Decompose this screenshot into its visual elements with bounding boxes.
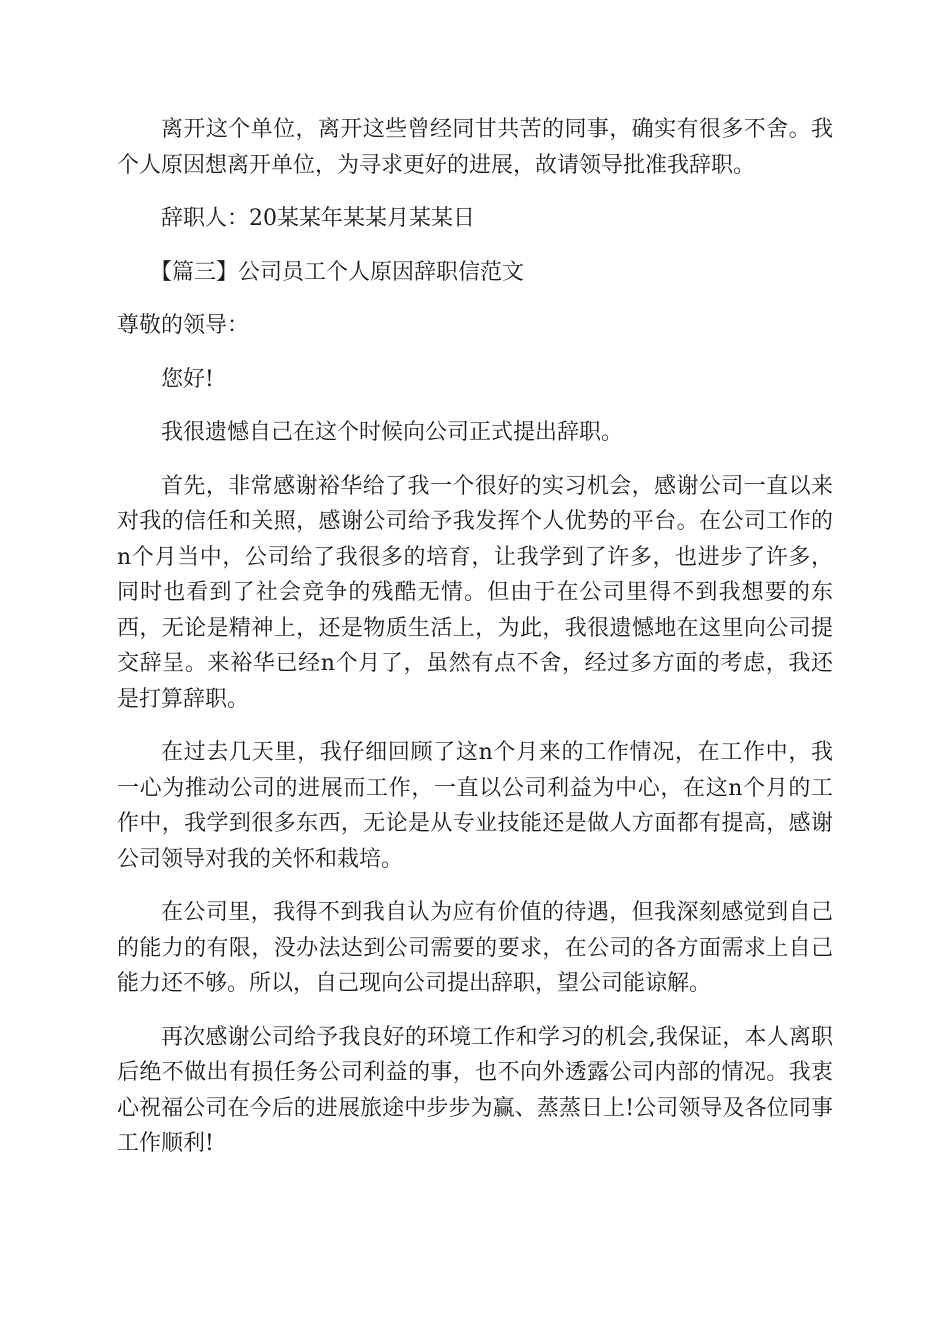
salutation: 尊敬的领导：	[117, 313, 250, 338]
paragraph-reason: 在公司里，我得不到我自认为应有价值的待遇，但我深刻感觉到自己的能力的有限，没办法达到公司需要的要求，在公司的各方面需求上自己能力还不够。所以，自己现向公司提出辞职，望公司能谅解。	[117, 900, 833, 996]
paragraph-thanks: 首先，非常感谢裕华给了我一个很好的实习机会，感谢公司一直以来对我的信任和关照，感谢公司给予我发挥个人优势的平台。在公司工作的n个月当中，公司给了我很多的培育，让我学到了许多，也进步了许多，同时也看到了社会竞争的残酷无情。但由于在公司里得不到我想要的东西，无论是精神上，还是物质生活上，为此，我很遗憾地在这里向公司提交辞呈。来裕华已经n个月了，虽然有点不舍，经过多方面的考虑，我还是打算辞职。	[117, 473, 833, 712]
paragraph-review: 在过去几天里，我仔细回顾了这n个月来的工作情况，在工作中，我一心为推动公司的进展而工作，一直以公司利益为中心，在这n个月的工作中，我学到很多东西，无论是从专业技能还是做人方面都有提高，感谢公司领导对我的关怀和栽培。	[117, 740, 833, 872]
paragraph-intro: 我很遗憾自己在这个时候向公司正式提出辞职。	[161, 420, 624, 445]
signature-line: 辞职人：20某某年某某月某某日	[161, 206, 475, 231]
document-page	[117, 112, 833, 1162]
greeting: 您好!	[161, 366, 214, 392]
paragraph-closing: 再次感谢公司给予我良好的环境工作和学习的机会,我保证，本人离职后绝不做出有损任务公司利益的事，也不向外透露公司内部的情况。我衷心祝福公司在今后的进展旅途中步步为赢、蒸蒸日上!公司领导及各位同事工作顺利!	[117, 1024, 833, 1156]
paragraph-farewell: 离开这个单位，离开这些曾经同甘共苦的同事，确实有很多不舍。我个人原因想离开单位，为寻求更好的进展，故请领导批准我辞职。	[117, 117, 833, 178]
section-heading: 【篇三】公司员工个人原因辞职信范文	[150, 259, 525, 285]
